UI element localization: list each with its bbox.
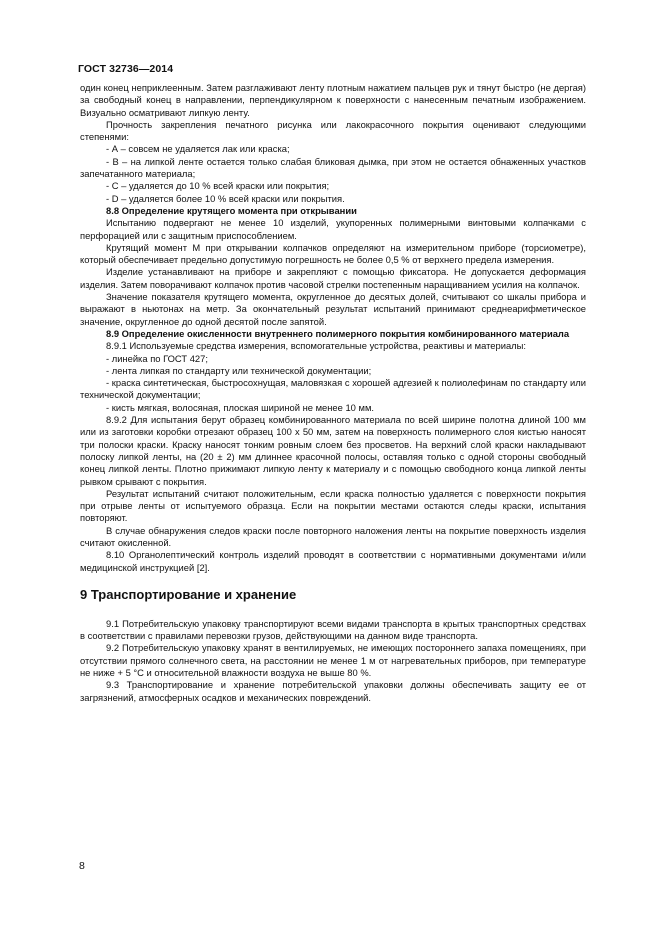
list-item: - А – совсем не удаляется лак или краска; <box>106 143 290 155</box>
subsection-heading: 8.8 Определение крутящего момента при открывании <box>106 204 357 216</box>
subsection-heading: 8.9 Определение окисленности внутреннего полимерного покрытия комбинированного материала <box>106 327 570 339</box>
list-item: - линейка по ГОСТ 427; <box>106 352 208 364</box>
paragraph: Изделие устанавливают на приборе и закрепляют с помощью фиксатора. Не допускается деформация изделия. Затем поворачивают колпачок против часовой стрелки постепенным наращиванием усилия на колпачок. <box>80 266 586 290</box>
paragraph: Испытанию подвергают не менее 10 изделий, укупоренных полимерными винтовыми колпачками с перфорацией или с защитным приспособлением. <box>80 217 586 241</box>
document-body <box>80 82 586 704</box>
list-item: - В – на липкой ленте остается только слабая бликовая дымка, при этом не остается обнаженных участков запечатанного материала; <box>80 155 586 180</box>
paragraph: 9.2 Потребительскую упаковку хранят в вентилируемых, не имеющих постороннего запаха помещениях, при отсутствии прямого солнечного света, на расстоянии не менее 1 м от нагревательных приборов, при температуре не ниже + 5 °С и относительной влажности воздуха не выше 80 %. <box>80 642 586 679</box>
paragraph: 8.9.1 Используемые средства измерения, вспомогательные устройства, реактивы и материалы: <box>106 340 526 352</box>
list-item: - лента липкая по стандарту или технической документации; <box>106 364 372 376</box>
paragraph: Результат испытаний считают положительным, если краска полностью удаляется с поверхности покрытия при отрыве ленты от испытуемого образца. Если на покрытии местами остаются следы краски, испытания повторяют. <box>80 487 586 524</box>
paragraph: В случае обнаружения следов краски после повторного наложения ленты на покрытие поверхность изделия считают окисленной. <box>80 524 586 548</box>
paragraph: 9.1 Потребительскую упаковку транспортируют всеми видами транспорта в крытых транспортных средствах в соответствии с правилами перевозки грузов, действующими на данном виде транспорта. <box>80 617 586 642</box>
paragraph: Крутящий момент М при открывании колпачков определяют на измерительном приборе (торсиометре), который обеспечивает предельно допустимую погрешность не более 0,5 % от верхнего предела измерения. <box>80 241 586 266</box>
list-item: - кисть мягкая, волосяная, плоская шириной не менее 10 мм. <box>106 401 374 413</box>
list-item: - D – удаляется более 10 % всей краски или покрытия. <box>106 192 345 204</box>
paragraph: один конец неприклеенным. Затем разглаживают ленту плотным нажатием пальцев рук и тянут быстро (не дергая) за свободный конец в направлении, перпендикулярном к поверхности с нанесенным печатным изображением. Визуально осматривают липкую ленту. <box>80 82 586 118</box>
page-number: 8 <box>79 860 85 872</box>
paragraph: 8.10 Органолептический контроль изделий проводят в соответствии с нормативными документами и/или медицинской инструкцией [2]. <box>80 549 586 573</box>
paragraph: Прочность закрепления печатного рисунка или лакокрасочного покрытия оценивают следующими степенями: <box>80 118 586 143</box>
paragraph: Значение показателя крутящего момента, округленное до десятых долей, считывают со шкалы прибора и выражают в ньютонах на метр. За окончательный результат испытаний принимают среднеарифметическое значение, округленное до одной десятой после запятой. <box>80 291 586 327</box>
list-item: - С – удаляется до 10 % всей краски или покрытия; <box>106 180 330 192</box>
document-code-header: ГОСТ 32736—2014 <box>78 63 174 75</box>
paragraph: 9.3 Транспортирование и хранение потребительской упаковки должны обеспечивать защиту ее от загрязнений, атмосферных осадков и механических повреждений. <box>80 679 586 703</box>
list-item: - краска синтетическая, быстросохнущая, маловязкая с хорошей адгезией к полиолефинам по стандарту или технической документации; <box>80 377 586 401</box>
section-heading: 9 Транспортирование и хранение <box>80 586 297 602</box>
paragraph: 8.9.2 Для испытания берут образец комбинированного материала по всей ширине полотна длиной 100 мм или из заготовки коробки отрезают образец 100 х 50 мм, затем на поверхность полимерного слоя кистью наносят три полоски краски. Краску наносят тонким ровным слоем без просветов. На верхний слой краски накладывают полоску липкой ленты, на (20 ± 2) мм длиннее красочной полосы, оставляя только с одной стороны свободный конец липкой ленты. Плотно прижимают липкую ленту к материалу и с помощью свободного конца липкой ленты рывком срывают с покрытия. <box>80 414 586 487</box>
